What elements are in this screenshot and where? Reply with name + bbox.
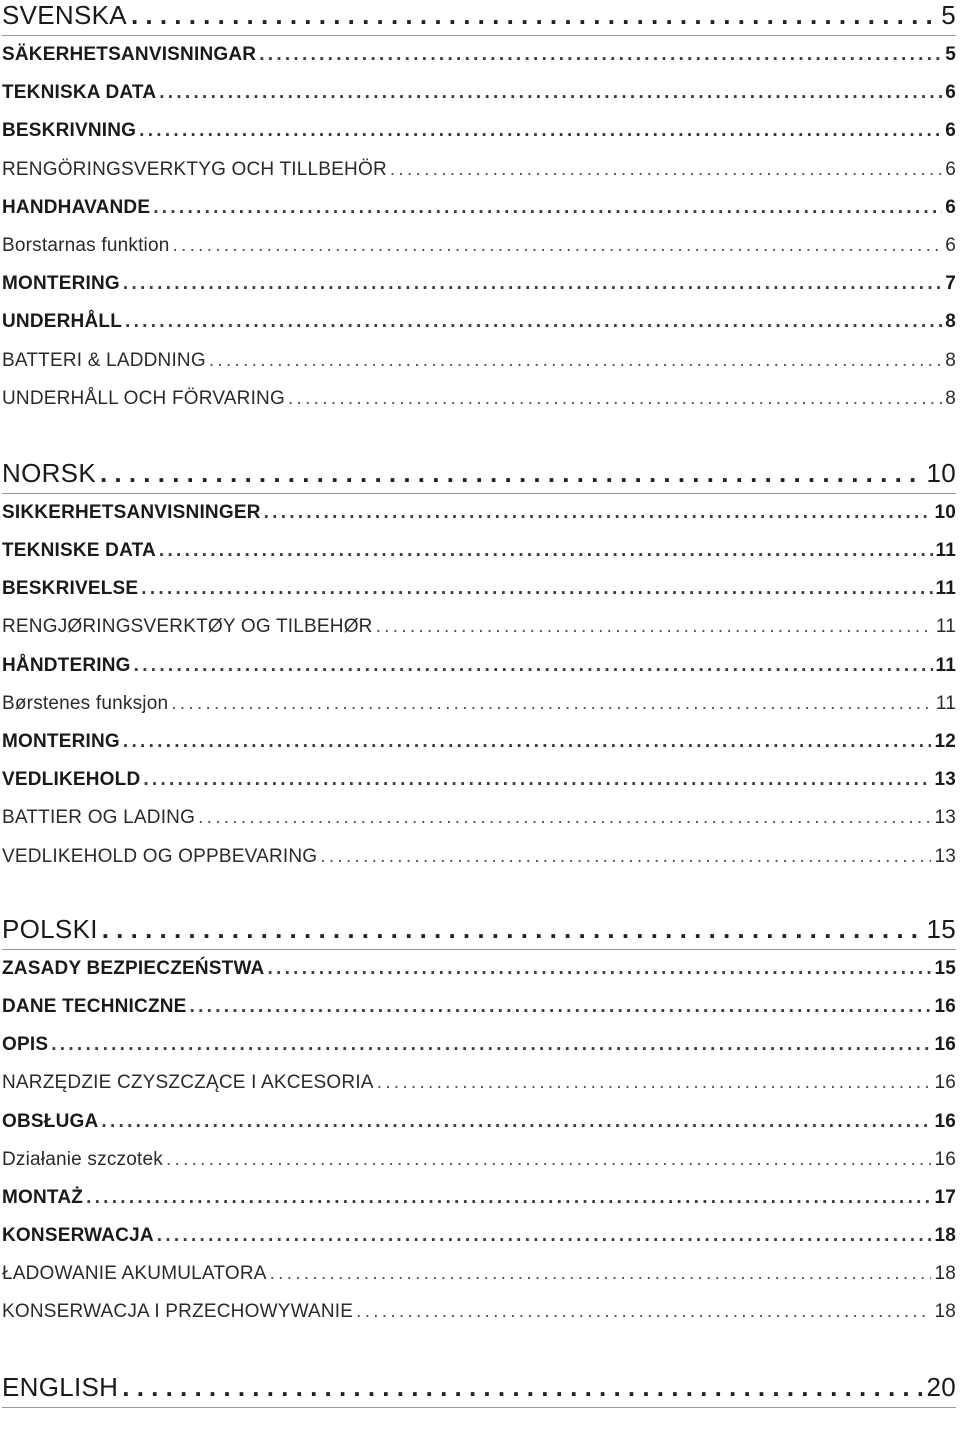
- entry-page-number: 11: [935, 692, 956, 714]
- section-svenska: [2, 0, 956, 418]
- entry-page-number: 8: [945, 387, 956, 409]
- entry-page-number: 11: [935, 540, 956, 562]
- entry-page-number: 7: [945, 273, 956, 295]
- entry-page-number: 12: [934, 731, 956, 752]
- entry-page-number: 8: [945, 311, 956, 333]
- dot-leader: [288, 380, 942, 418]
- dot-leader: [86, 1179, 931, 1217]
- toc-entry[interactable]: [2, 36, 956, 74]
- entry-label: BATTERI & LADDNING: [2, 349, 206, 371]
- toc-entry[interactable]: [2, 303, 956, 341]
- toc-entry[interactable]: [2, 950, 956, 988]
- section-page-number: 15: [926, 913, 956, 944]
- dot-leader: [123, 723, 932, 761]
- section-heading[interactable]: [2, 1372, 956, 1408]
- toc-entry[interactable]: [2, 799, 956, 837]
- dot-leader: [190, 988, 932, 1026]
- dot-leader: [125, 303, 942, 341]
- toc-entry[interactable]: [2, 227, 956, 265]
- section-heading[interactable]: [2, 914, 956, 950]
- entry-label: UNDERHÅLL: [2, 311, 123, 333]
- entry-page-number: 16: [934, 995, 956, 1017]
- entry-page-number: 13: [934, 807, 956, 829]
- toc-entry[interactable]: [2, 494, 956, 532]
- dot-leader: [143, 761, 931, 799]
- entry-page-number: 16: [934, 1072, 956, 1094]
- dot-leader: [134, 647, 933, 685]
- entry-page-number: 6: [945, 120, 956, 142]
- dot-leader: [198, 799, 931, 837]
- section-page-number: 10: [926, 457, 956, 488]
- toc-entry[interactable]: [2, 1293, 956, 1331]
- toc-entry[interactable]: [2, 570, 956, 608]
- entry-label: Działanie szczotek: [2, 1148, 163, 1170]
- toc-entry[interactable]: [2, 265, 956, 303]
- dot-leader: [171, 685, 933, 723]
- toc-entry[interactable]: [2, 608, 956, 646]
- entry-page-number: 11: [935, 654, 956, 676]
- entry-label: RENGÖRINGSVERKTYG OCH TILLBEHÖR: [2, 158, 387, 180]
- entry-label: MONTERING: [2, 273, 120, 295]
- section-heading[interactable]: [2, 0, 956, 36]
- section-english: [2, 1372, 956, 1408]
- entry-label: SÄKERHETSANVISNINGAR: [2, 44, 257, 65]
- dot-leader: [376, 608, 933, 646]
- entry-label: BESKRIVNING: [2, 120, 137, 142]
- entry-page-number: 11: [935, 578, 956, 600]
- entry-label: KONSERWACJA: [2, 1225, 154, 1247]
- toc-entry[interactable]: [2, 685, 956, 723]
- entry-page-number: 16: [934, 1148, 956, 1170]
- section-title: POLSKI: [2, 913, 98, 944]
- entry-page-number: 18: [934, 1225, 956, 1247]
- dot-leader: [153, 189, 942, 227]
- section-title: ENGLISH: [2, 1371, 119, 1402]
- dot-leader: [209, 342, 942, 380]
- entry-label: ŁADOWANIE AKUMULATORA: [2, 1263, 267, 1285]
- dot-leader: [166, 1141, 932, 1179]
- entry-label: SIKKERHETSANVISNINGER: [2, 501, 261, 523]
- toc-entry[interactable]: [2, 1141, 956, 1179]
- entry-label: VEDLIKEHOLD OG OPPBEVARING: [2, 845, 318, 867]
- section-polski: [2, 914, 956, 1332]
- toc-entry[interactable]: [2, 1255, 956, 1293]
- entry-label: ZASADY BEZPIECZEŃSTWA: [2, 957, 265, 979]
- entry-label: BESKRIVELSE: [2, 578, 139, 600]
- section-page-number: 5: [941, 0, 956, 30]
- dot-leader: [264, 494, 932, 532]
- entry-page-number: 6: [945, 158, 956, 180]
- dot-leader: [139, 112, 942, 150]
- entry-label: BATTIER OG LADING: [2, 807, 196, 829]
- entry-page-number: 11: [935, 616, 956, 638]
- toc-entry[interactable]: [2, 723, 956, 761]
- dot-leader: [102, 914, 923, 944]
- toc-entry[interactable]: [2, 1179, 956, 1217]
- entry-page-number: 6: [945, 234, 956, 256]
- entry-label: HÅNDTERING: [2, 654, 131, 676]
- entry-page-number: 17: [934, 1186, 956, 1208]
- entry-label: MONTAŻ: [2, 1186, 84, 1208]
- section-norsk: [2, 458, 956, 876]
- dot-leader: [173, 227, 943, 265]
- dot-leader: [122, 1372, 922, 1402]
- section-page-number: 20: [926, 1371, 956, 1402]
- dot-leader: [390, 151, 942, 189]
- toc-entry[interactable]: [2, 342, 956, 380]
- entry-label: Børstenes funksjon: [2, 692, 169, 714]
- dot-leader: [51, 1026, 931, 1064]
- entry-page-number: 5: [945, 44, 956, 65]
- entry-label: MONTERING: [2, 731, 120, 752]
- dot-leader: [356, 1293, 931, 1331]
- entry-label: VEDLIKEHOLD: [2, 769, 141, 791]
- toc-entry[interactable]: [2, 532, 956, 570]
- dot-leader: [159, 74, 942, 112]
- toc-entry[interactable]: [2, 112, 956, 150]
- entry-page-number: 18: [934, 1301, 956, 1323]
- dot-leader: [377, 1064, 932, 1102]
- entry-page-number: 6: [945, 82, 956, 104]
- toc-entry[interactable]: [2, 1064, 956, 1102]
- entry-page-number: 13: [934, 845, 956, 867]
- dot-leader: [101, 1103, 931, 1141]
- entry-label: OPIS: [2, 1034, 49, 1056]
- dot-leader: [159, 532, 933, 570]
- entry-label: HANDHAVANDE: [2, 196, 151, 218]
- entry-page-number: 8: [945, 349, 956, 371]
- table-of-contents: [2, 0, 956, 1408]
- section-title: SVENSKA: [2, 0, 127, 30]
- dot-leader: [157, 1217, 932, 1255]
- dot-leader: [141, 570, 932, 608]
- section-heading[interactable]: [2, 458, 956, 494]
- entry-page-number: 18: [934, 1263, 956, 1285]
- dot-leader: [267, 950, 931, 988]
- entry-label: Borstarnas funktion: [2, 234, 170, 256]
- toc-entry[interactable]: [2, 647, 956, 685]
- toc-entry[interactable]: [2, 988, 956, 1026]
- dot-leader: [100, 458, 923, 488]
- dot-leader: [123, 265, 942, 303]
- entry-page-number: 6: [945, 196, 956, 218]
- entry-label: UNDERHÅLL OCH FÖRVARING: [2, 387, 285, 409]
- dot-leader: [259, 36, 942, 74]
- toc-entry[interactable]: [2, 838, 956, 876]
- dot-leader: [320, 838, 931, 876]
- section-title: NORSK: [2, 457, 96, 488]
- entry-page-number: 16: [934, 1034, 956, 1056]
- entry-page-number: 13: [934, 769, 956, 791]
- entry-page-number: 16: [934, 1110, 956, 1132]
- entry-label: DANE TECHNICZNE: [2, 995, 187, 1017]
- toc-entry[interactable]: [2, 74, 956, 112]
- entry-page-number: 15: [934, 957, 956, 979]
- toc-entry[interactable]: [2, 189, 956, 227]
- toc-entry[interactable]: [2, 380, 956, 418]
- dot-leader: [270, 1255, 932, 1293]
- toc-entry[interactable]: [2, 151, 956, 189]
- entry-label: OBSŁUGA: [2, 1110, 99, 1132]
- entry-label: NARZĘDZIE CZYSZCZĄCE I AKCESORIA: [2, 1072, 374, 1094]
- entry-label: RENGJØRINGSVERKTØY OG TILBEHØR: [2, 616, 373, 638]
- entry-label: TEKNISKE DATA: [2, 540, 156, 562]
- toc-entry[interactable]: [2, 761, 956, 799]
- entry-page-number: 10: [934, 501, 956, 523]
- toc-entry[interactable]: [2, 1103, 956, 1141]
- toc-entry[interactable]: [2, 1026, 956, 1064]
- entry-label: KONSERWACJA I PRZECHOWYWANIE: [2, 1301, 354, 1323]
- toc-entry[interactable]: [2, 1217, 956, 1255]
- entry-label: TEKNISKA DATA: [2, 82, 157, 104]
- dot-leader: [131, 0, 937, 30]
